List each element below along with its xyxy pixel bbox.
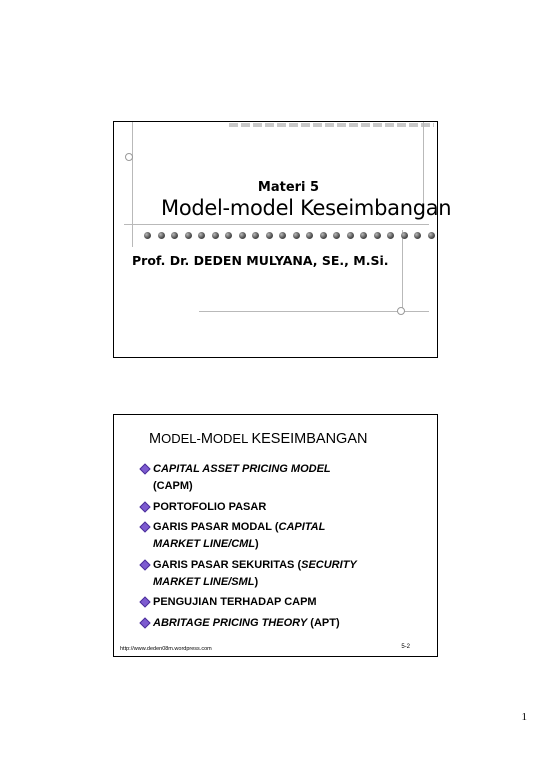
decorative-dot [401, 232, 408, 239]
decorative-horizontal-line [124, 224, 429, 225]
footer-url: http://www.deden08m.wordpress.com [120, 646, 212, 652]
bullet-text: MARKET LINE/CML [153, 538, 256, 550]
bullet-text: CAPITAL [278, 521, 326, 533]
heading-fragment: M [149, 431, 162, 447]
bullet-text: GARIS PASAR SEKURITAS ( [153, 558, 302, 571]
decorative-dot [293, 232, 300, 239]
decorative-dot [252, 232, 259, 239]
heading-fragment: ODEL [212, 431, 252, 446]
decorative-dot [333, 232, 340, 239]
diamond-bullet-icon [139, 501, 150, 512]
diamond-bullet-icon [139, 463, 150, 474]
decorative-dot [185, 232, 192, 239]
decorative-dot [212, 232, 219, 239]
bullet-text: PORTOFOLIO PASAR [153, 500, 267, 513]
bullet-text: SECURITY [301, 558, 357, 571]
title-slide [113, 121, 452, 358]
slide-heading [149, 431, 367, 447]
decorative-dot [279, 232, 286, 239]
decorative-dot [428, 232, 435, 239]
bullet-text: MARKET LINE/SML [153, 575, 255, 588]
list-item [140, 499, 430, 516]
decorative-dash-strip [229, 123, 434, 127]
decorative-vertical-line [402, 230, 403, 312]
bullet-text: CAPITAL ASSET PRICING MODEL [153, 463, 331, 475]
bullet-text: ABRITAGE PRICING THEORY [153, 616, 308, 629]
diamond-bullet-icon [139, 559, 150, 570]
diamond-bullet-icon [139, 521, 150, 532]
decorative-dot [266, 232, 273, 239]
list-item [140, 615, 430, 632]
diamond-bullet-icon [139, 617, 150, 628]
decorative-horizontal-line [199, 311, 429, 312]
decorative-dot [171, 232, 178, 239]
slide-number: 5-2 [401, 644, 410, 650]
list-item [140, 557, 430, 591]
list-item [140, 519, 430, 553]
author-name: Prof. Dr. DEDEN MULYANA, SE., M.Si. [132, 253, 389, 268]
bullet-text: (CAPM) [153, 480, 193, 492]
bullet-text: PENGUJIAN TERHADAP CAPM [153, 596, 317, 608]
page-number: 1 [521, 711, 527, 723]
bullet-text: ) [254, 575, 259, 588]
bullet-list [140, 461, 430, 635]
bullet-text: (APT) [307, 616, 340, 629]
heading-fragment: M [200, 431, 213, 447]
decorative-dot [360, 232, 367, 239]
decorative-dot [347, 232, 354, 239]
bullet-text: GARIS PASAR MODAL ( [153, 521, 279, 533]
decorative-dot [239, 232, 246, 239]
decorative-ring-icon [125, 153, 133, 161]
bullet-text: ) [255, 538, 259, 550]
decorative-dot [144, 232, 151, 239]
decorative-dot [414, 232, 421, 239]
decorative-dot [387, 232, 394, 239]
decorative-dot [158, 232, 165, 239]
decorative-dot [225, 232, 232, 239]
decorative-dot [374, 232, 381, 239]
decorative-dot-row [144, 232, 435, 239]
content-slide [113, 414, 438, 657]
decorative-dot [198, 232, 205, 239]
heading-fragment: ODEL- [161, 431, 201, 446]
decorative-dot [306, 232, 313, 239]
heading-fragment: KESEIMBANGAN [251, 431, 368, 447]
diamond-bullet-icon [139, 596, 150, 607]
list-item [140, 594, 430, 611]
slide-title: Model-model Keseimbangan [161, 196, 452, 220]
decorative-ring-icon [397, 307, 405, 315]
slide-subtitle: Materi 5 [257, 180, 320, 195]
decorative-dot [320, 232, 327, 239]
list-item [140, 461, 430, 495]
